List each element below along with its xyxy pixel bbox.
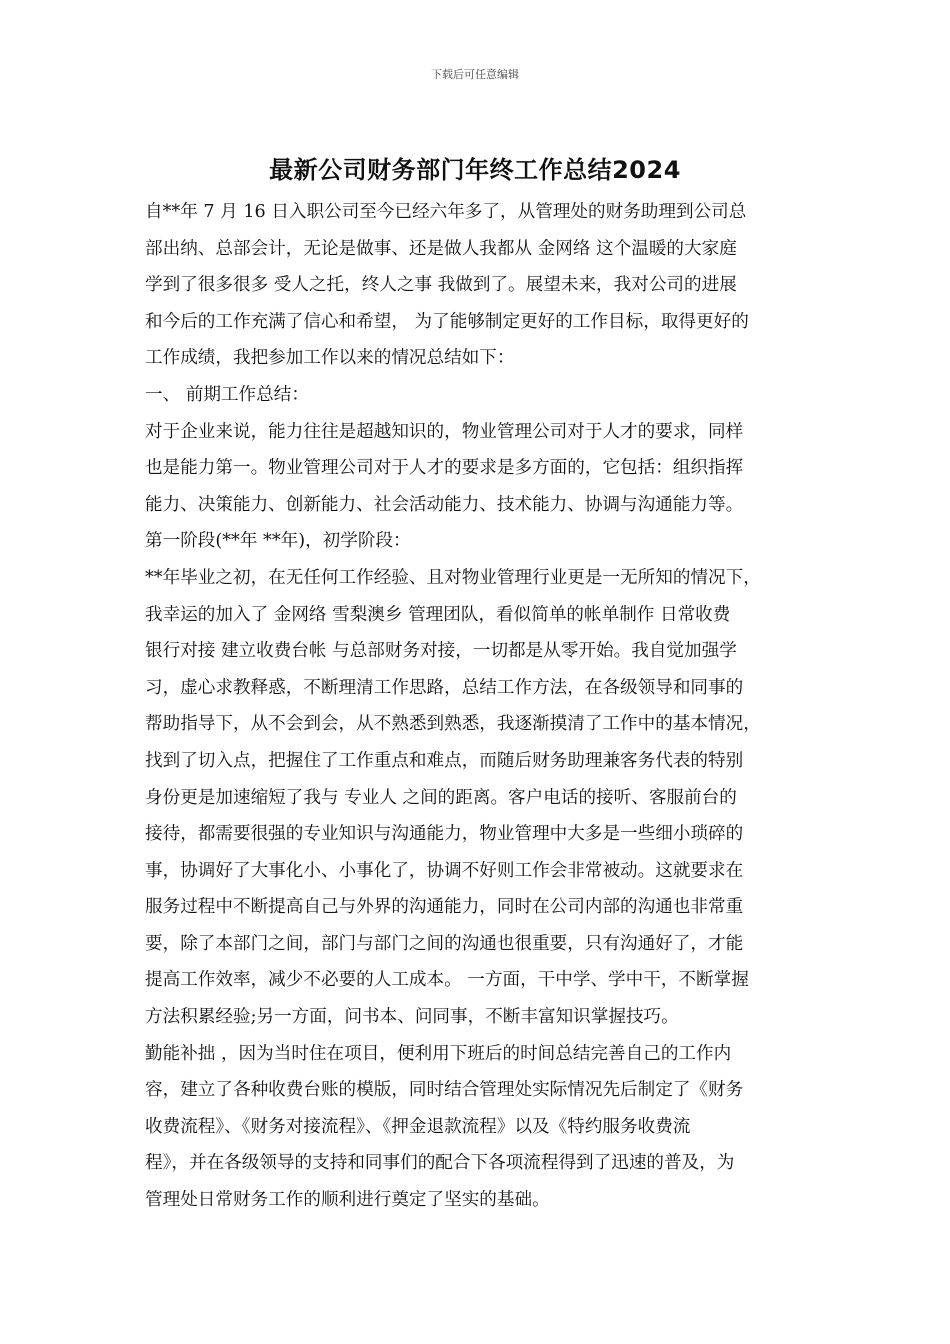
body-line: 要，除了本部门之间，部门与部门之间的沟通也很重要，只有沟通好了，才能	[145, 933, 744, 954]
body-line: 工作成绩，我把参加工作以来的情况总结如下：	[145, 348, 515, 369]
body-line: 事，协调好了大事化小、小事化了，协调不好则工作会非常被动。这就要求在	[145, 860, 744, 881]
body-line: **年毕业之初，在无任何工作经验、且对物业管理行业更是一无所知的情况下，	[145, 567, 761, 588]
section-heading: 一、 前期工作总结：	[145, 384, 309, 405]
body-line: 学到了很多很多 受人之托，终人之事 我做到了。展望未来，我对公司的进展	[145, 275, 737, 296]
body-line: 帮助指导下，从不会到会，从不熟悉到熟悉，我逐渐摸清了工作中的基本情况，	[145, 714, 761, 735]
body-line: 勤能补拙 ，因为当时住在项目，便利用下班后的时间总结完善自己的工作内	[145, 1043, 732, 1064]
body-line: 和今后的工作充满了信心和希望， 为了能够制定更好的工作目标，取得更好的	[145, 311, 749, 332]
body-line: 服务过程中不断提高自己与外界的沟通能力，同时在公司内部的沟通也非常重	[145, 897, 744, 918]
body-line: 找到了切入点，把握住了工作重点和难点，而随后财务助理兼客务代表的特别	[145, 750, 744, 771]
body-line: 对于企业来说，能力往往是超越知识的，物业管理公司对于人才的要求，同样	[145, 421, 744, 442]
body-line: 部出纳、总部会计，无论是做事、还是做人我都从 金网络 这个温暖的大家庭	[145, 238, 737, 259]
body-line: 身份更是加速缩短了我与 专业人 之间的距离。客户电话的接听、客服前台的	[145, 787, 737, 808]
document-body	[145, 194, 813, 1219]
body-line: 习，虚心求教释惑，不断理清工作思路，总结工作方法，在各级领导和同事的	[145, 677, 744, 698]
body-line: 管理处日常财务工作的顺利进行奠定了坚实的基础。	[145, 1190, 550, 1211]
body-line: 银行对接 建立收费台帐 与总部财务对接，一切都是从零开始。我自觉加强学	[145, 641, 737, 662]
body-line: 提高工作效率，减少不必要的人工成本。 一方面，干中学、学中干，不断掌握	[145, 970, 749, 991]
subsection-heading: 第一阶段(**年 **年)，初学阶段：	[145, 531, 411, 552]
body-line: 自**年 7 月 16 日入职公司至今已经六年多了，从管理处的财务助理到公司总	[145, 202, 747, 222]
body-line: 也是能力第一。物业管理公司对于人才的要求是多方面的，它包括：组织指挥	[145, 458, 744, 479]
document-title: 最新公司财务部门年终工作总结2024	[269, 156, 681, 184]
body-line: 收费流程》、《财务对接流程》、《押金退款流程》以及《特约服务收费流	[145, 1116, 691, 1137]
body-line: 能力、决策能力、创新能力、社会活动能力、技术能力、协调与沟通能力等。	[145, 494, 744, 515]
header-note: 下载后可任意编辑	[431, 68, 519, 81]
body-line: 接待，都需要很强的专业知识与沟通能力，物业管理中大多是一些细小琐碎的	[145, 824, 744, 845]
body-line: 我幸运的加入了 金网络 雪梨澳乡 管理团队，看似简单的帐单制作 日常收费	[145, 604, 731, 625]
body-line: 方法积累经验;另一方面，问书本、问同事，不断丰富知识掌握技巧。	[145, 1007, 679, 1028]
body-line: 程》，并在各级领导的支持和同事们的配合下各项流程得到了迅速的普及，为	[145, 1153, 735, 1174]
body-line: 容，建立了各种收费台账的模版，同时结合管理处实际情况先后制定了《财务	[145, 1080, 744, 1101]
